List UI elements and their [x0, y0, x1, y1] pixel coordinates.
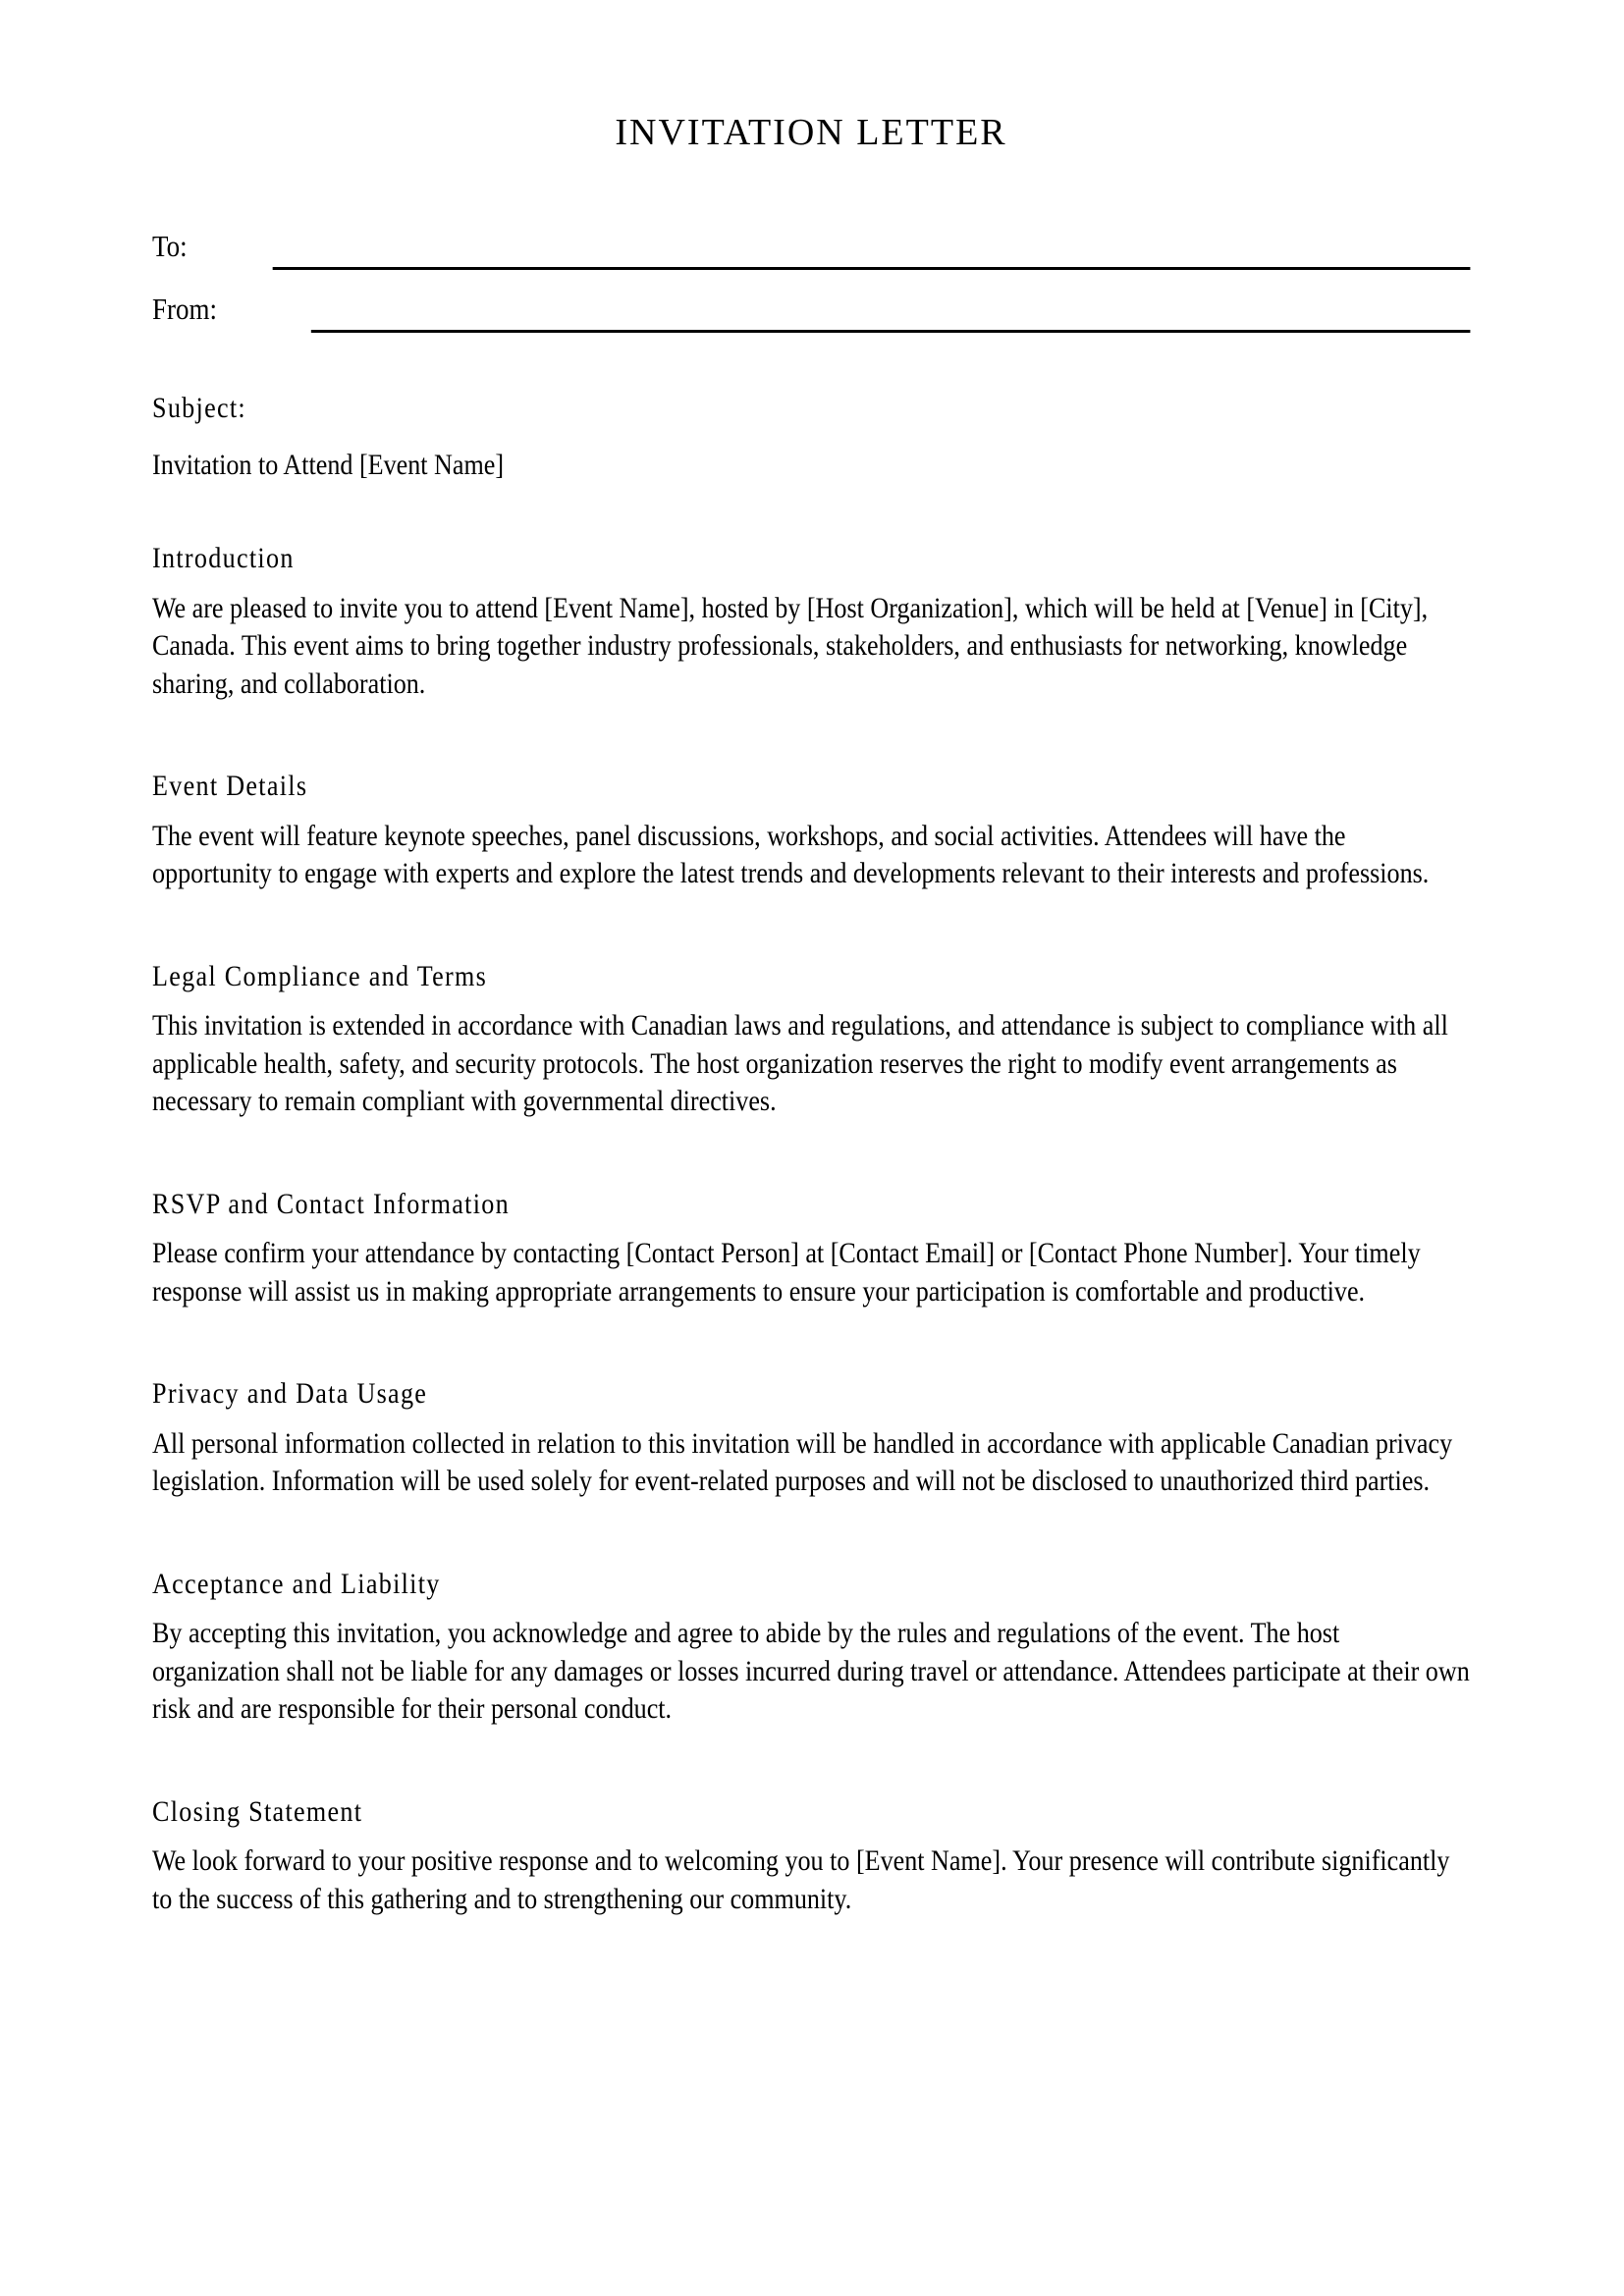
letter-section-introduction: [152, 540, 1470, 703]
letter-section-rsvp-contact: [152, 1186, 1470, 1311]
section-body: We are pleased to invite you to attend [Event Name], hosted by [Host Organization], which will be held at [Venue] in [City], Canada. This event aims to bring together industry professionals, stakeholders, and enthusiasts for networking, knowledge sharing, and collaboration.: [152, 591, 1429, 700]
section-heading: Closing Statement: [152, 1794, 363, 1828]
section-body: The event will feature keynote speeches, panel discussions, workshops, and social activities. Attendees will have the opportunity to engage with experts and explore the latest trends and developments relevant to their interests and professions.: [152, 819, 1430, 889]
section-heading: Legal Compliance and Terms: [152, 959, 488, 992]
from-label: From:: [152, 292, 217, 326]
from-fill-line[interactable]: [311, 330, 1471, 333]
from-field-row: [152, 290, 1470, 329]
section-body: We look forward to your positive response and to welcoming you to [Event Name]. Your presence will contribute significantly to the success of this gathering and to strengthening our community.: [152, 1844, 1450, 1915]
section-body: All personal information collected in relation to this invitation will be handled in accordance with applicable Canadian privacy legislation. Information will be used solely for event-related purposes and will not be disclosed to unauthorized third parties.: [152, 1426, 1453, 1497]
document-title: INVITATION LETTER: [615, 112, 1007, 153]
to-fill-line[interactable]: [273, 267, 1471, 270]
letter-section-event-details: [152, 768, 1470, 893]
section-heading: Introduction: [152, 542, 295, 574]
to-field-row: [152, 227, 1470, 266]
subject-value: Invitation to Attend [Event Name]: [152, 448, 505, 481]
letter-section-privacy-data: [152, 1375, 1470, 1501]
section-body: Please confirm your attendance by contacting [Contact Person] at [Contact Email] or [Contact Phone Number]. Your timely response will assist us in making appropriate arrangements to ensure your participation is comfortable and productive.: [152, 1237, 1421, 1308]
to-label: To:: [152, 229, 188, 263]
section-heading: Privacy and Data Usage: [152, 1377, 428, 1410]
subject-label: Subject:: [152, 392, 246, 424]
section-body: This invitation is extended in accordance with Canadian laws and regulations, and attendance is subject to compliance with all applicable health, safety, and security protocols. The host organization reserves the right to modify event arrangements as necessary to remain compliant with governmental directives.: [152, 1009, 1448, 1117]
letter-section-legal-compliance: [152, 958, 1470, 1121]
letter-section-acceptance-liability: [152, 1566, 1470, 1729]
letter-section-closing-statement: [152, 1793, 1470, 1919]
section-body: By accepting this invitation, you acknowledge and agree to abide by the rules and regulations of the event. The host organization shall not be liable for any damages or losses incurred during travel or attendance. Attendees participate at their own risk and are responsible for their personal conduct.: [152, 1617, 1470, 1725]
section-heading: RSVP and Contact Information: [152, 1187, 510, 1220]
section-heading: Event Details: [152, 770, 308, 802]
section-heading: Acceptance and Liability: [152, 1567, 441, 1600]
